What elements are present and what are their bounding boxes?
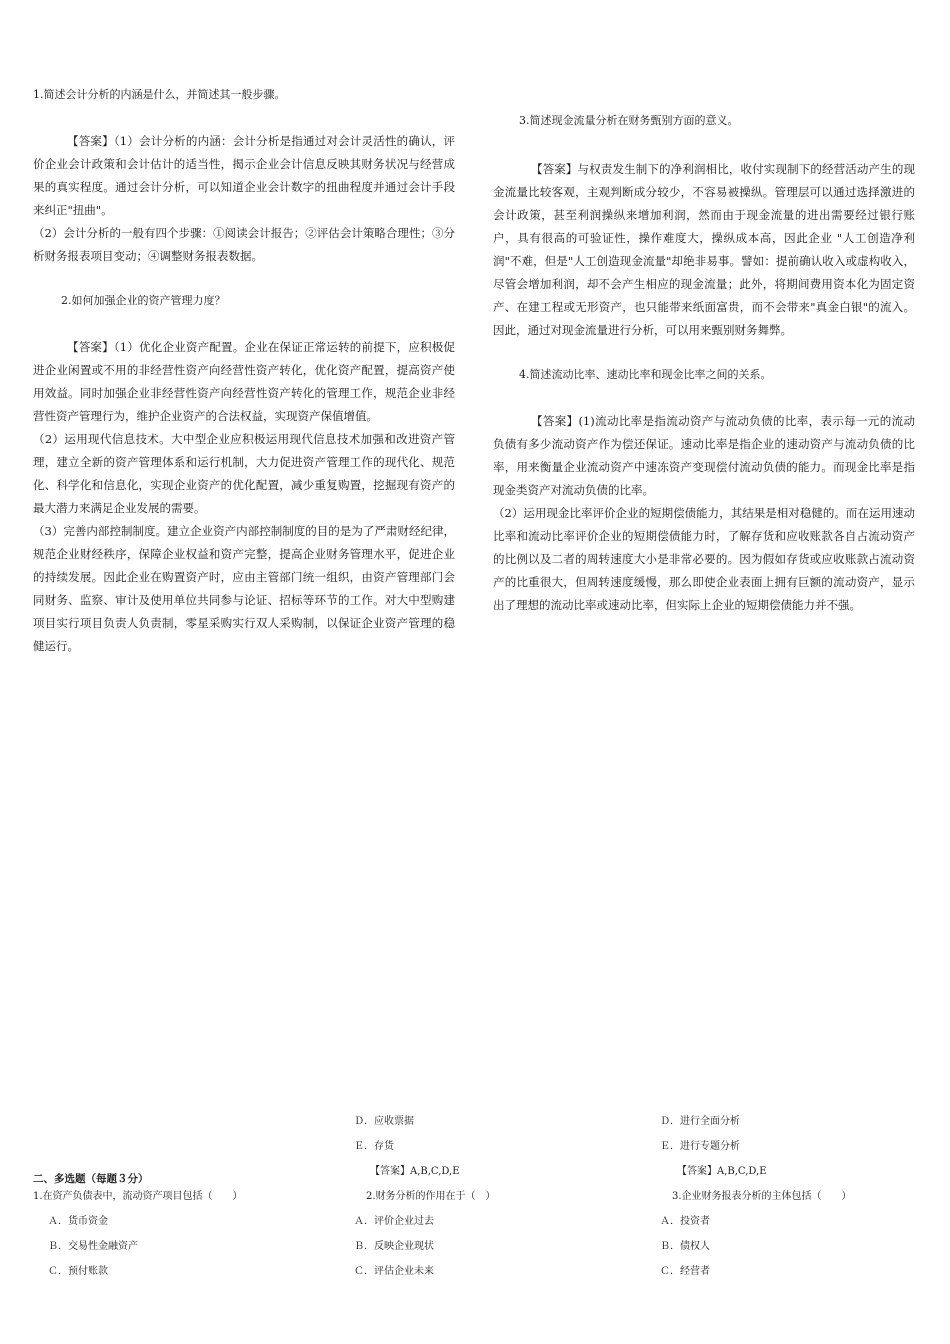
mc1-option-b: Ｂ．交易性金融资产 xyxy=(48,1241,138,1252)
mc3-option-a: Ａ．投资者 xyxy=(660,1216,710,1227)
mc3-option-c: Ｃ．经营者 xyxy=(660,1266,710,1277)
question-2: 2.如何加强企业的资产管理力度？ xyxy=(61,294,226,307)
mc1-option-e: Ｅ．存货 xyxy=(354,1141,394,1152)
mc1-option-d: Ｄ．应收票据 xyxy=(354,1116,414,1127)
answer-2-part-3: （3）完善内部控制制度。建立企业资产内部控制制度的目的是为了严肃财经纪律，规范企业财经秩序，保障企业权益和资产完整，提高企业财务管理水平，促进企业的持续发展。因此企业在购置资产时，应由主管部门统一组织，由资产管理部门会同财务、监察、审计及使用单位共同参与论证、招标等环节的工作。对大中型购建项目实行项目负责人负责制，零星采购实行双人采购制，以保证企业资产管理的稳健运行。 xyxy=(33,524,455,653)
answer-4-part-2: （2）运用现金比率评价企业的短期偿债能力，其结果是相对稳健的。而在运用速动比率和流动比率评价企业的短期偿债能力时，了解存货和应收账款各自占流动资产的比例以及二者的周转速度大小是非常必要的。因为假如存货或应收账款占流动资产的比重很大，但周转速度缓慢，那么即使企业表面上拥有巨额的流动资产，显示出了理想的流动比率或速动比率，但实际上企业的短期偿债能力并不强。 xyxy=(493,506,915,612)
answer-2-part-1: 【答案】（1）优化企业资产配置。企业在保证正常运转的前提下，应积极促进企业闲置或不用的非经营性资产向经营性资产转化，优化资产配置，提高资产使用效益。同时加强企业非经营性资产向经营性资产转化的管理工作，规范企业非经营性资产管理行为，维护企业资产的合法权益，实现资产保值增值。 xyxy=(33,340,455,423)
mc2-question: 2.财务分析的作用在于（ ） xyxy=(366,1191,496,1202)
mc3-option-b: Ｂ．债权人 xyxy=(660,1241,710,1252)
answer-2-part-2: （2）运用现代信息技术。大中型企业应积极运用现代信息技术加强和改进资产管理，建立全新的资产管理体系和运行机制，大力促进资产管理工作的现代化、规范化、科学化和信息化，实现企业资产的优化配置，减少重复购置，挖掘现有资产的最大潜力来满足企业发展的需要。 xyxy=(33,432,455,515)
mc2-option-a: Ａ．评价企业过去 xyxy=(354,1216,434,1227)
question-1: 1.简述会计分析的内涵是什么，并简述其一般步骤。 xyxy=(33,88,286,101)
answer-1-part-1: 【答案】（1）会计分析的内涵：会计分析是指通过对会计灵活性的确认，评价企业会计政策和会计估计的适当性，揭示企业会计信息反映其财务状况与经营成果的真实程度。通过会计分析，可以知道企业会计数字的扭曲程度并通过会计手段来纠正"扭曲"。 xyxy=(33,134,455,217)
mc2-option-e: Ｅ．进行专题分析 xyxy=(660,1141,740,1152)
answer-4-part-1: 【答案】(1)流动比率是指流动资产与流动负债的比率，表示每一元的流动负债有多少流动资产作为偿还保证。速动比率是指企业的速动资产与流动负债的比率，用来衡量企业流动资产中速冻资产变现偿付流动负债的能力。而现金比率是指现金类资产对流动负债的比率。 xyxy=(493,414,915,497)
mc3-question: 3.企业财务报表分析的主体包括（ ） xyxy=(672,1191,852,1202)
mc2-option-d: Ｄ．进行全面分析 xyxy=(660,1116,740,1127)
mc1-question: 1.在资产负债表中，流动资产项目包括（ ） xyxy=(33,1191,243,1202)
answer-1-part-2: （2）会计分析的一般有四个步骤：①阅读会计报告；②评估会计策略合理性；③分析财务报表项目变动；④调整财务报表数据。 xyxy=(33,226,455,263)
answer-3: 【答案】与权责发生制下的净利润相比，收付实现制下的经营活动产生的现金流量比较客观，主观判断成分较少，不容易被操纵。管理层可以通过选择激进的会计政策，甚至利润操纵来增加利润，然而由于现金流量的进出需要经过银行账户，具有很高的可验证性，操作难度大，操纵成本高，因此企业 "人工创造净利润"不难，但是"人工创造现金流量"却绝非易事。譬如：提前确认收入或虚构收入，尽管会增加利润，却不会产生相应的现金流量；此外，将期间费用资本化为固定资产、在建工程或无形资产，也只能带来纸面富贵，而不会带来"真金白银"的流入。 因此，通过对现金流量进行分析，可以用来甄别财务舞弊。 xyxy=(493,162,915,337)
mc2-option-c: Ｃ．评估企业未来 xyxy=(354,1266,434,1277)
mc2-option-b: Ｂ．反映企业现状 xyxy=(354,1241,434,1252)
section-title: 二、多选题（每题３分） xyxy=(33,1173,149,1185)
mc2-answer: 【答案】A,B,C,D,E xyxy=(677,1166,767,1177)
question-4: 4.简述流动比率、速动比率和现金比率之间的关系。 xyxy=(519,368,772,381)
mc1-option-c: Ｃ．预付账款 xyxy=(48,1266,108,1277)
mc1-option-a: Ａ．货币资金 xyxy=(48,1216,108,1227)
mc1-answer: 【答案】A,B,C,D,E xyxy=(370,1166,460,1177)
left-column xyxy=(33,84,455,658)
right-column xyxy=(493,110,915,617)
question-3: 3.简述现金流量分析在财务甄别方面的意义。 xyxy=(519,114,739,127)
